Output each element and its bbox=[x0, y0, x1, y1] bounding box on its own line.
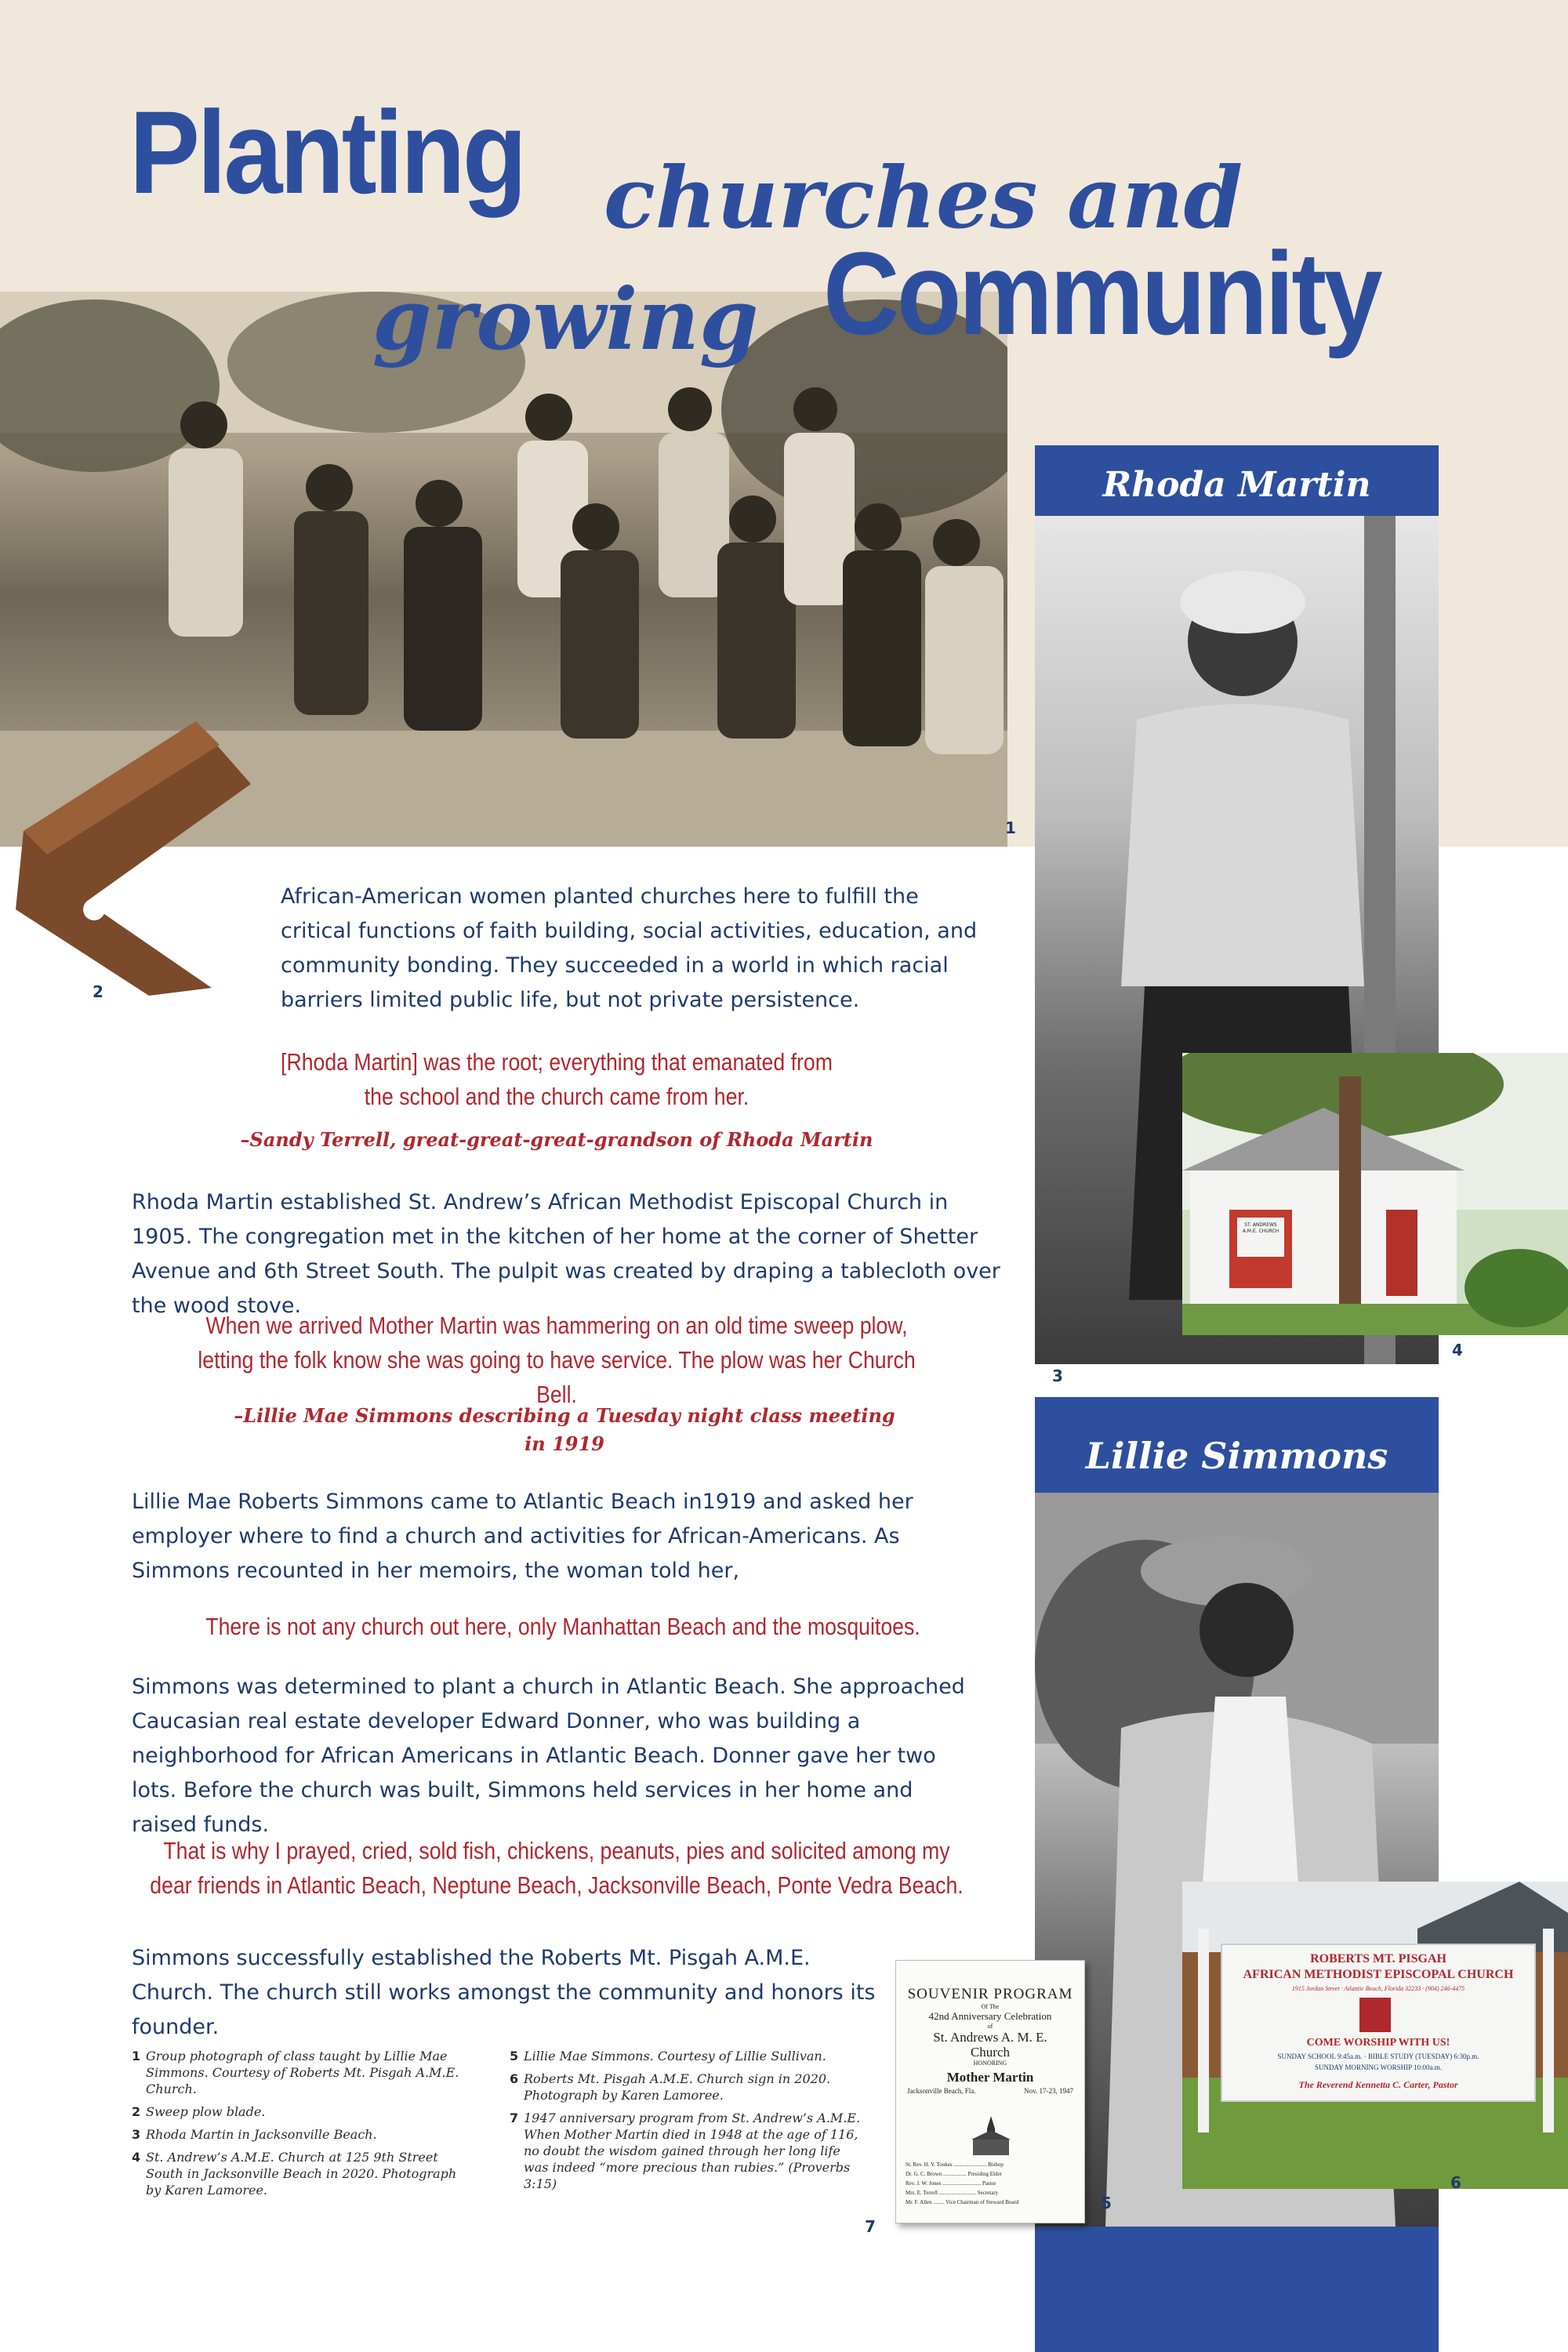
program-honoring: HONORING bbox=[973, 2060, 1007, 2067]
quote-prayed-cried: That is why I prayed, cried, sold fish, chickens, peanuts, pies and solicited among my dear friends in Atlantic Beach, Neptune Beach, Jacksonville Beach, Ponte Vedra Beach. bbox=[150, 1837, 964, 1899]
program-honoree: Mother Martin bbox=[946, 2070, 1034, 2085]
sweep-plow-blade-photo bbox=[0, 706, 259, 1004]
quote-sandy-terrell: [Rhoda Martin] was the root; everything that emanated from the school and the church came from her. bbox=[281, 1048, 833, 1110]
church-sign-board: ST. ANDREWS A.M.E. CHURCH bbox=[1242, 1222, 1279, 1234]
program-church-name: St. Andrews A. M. E. bbox=[933, 2030, 1047, 2045]
photo-number-5: 5 bbox=[1101, 2194, 1112, 2212]
photo-number-2: 2 bbox=[93, 982, 103, 1001]
sign-name-line1: ROBERTS MT. PISGAH bbox=[1310, 1952, 1446, 1965]
section-title-lillie-simmons: Lillie Simmons bbox=[1035, 1397, 1439, 1493]
title-community: Community bbox=[823, 227, 1381, 359]
program-place-date bbox=[896, 2085, 1084, 2096]
sign-pastor: The Reverend Kennetta C. Carter, Pastor bbox=[1298, 2079, 1458, 2090]
paragraph-lillie-simmons: Lillie Mae Roberts Simmons came to Atlantic Beach in1919 and asked her employer where to find a church and activities for African-Americans. As Simmons recounted in her memoirs, the woman told her, bbox=[132, 1490, 913, 1583]
captions-right bbox=[510, 2048, 862, 2198]
souvenir-program bbox=[895, 1960, 1085, 2223]
paragraph-mt-pisgah: Simmons successfully established the Roberts Mt. Pisgah A.M.E. Church. The church still works amongst the community and honors its founder. bbox=[132, 1946, 876, 2039]
sign-schedule-2: SUNDAY MORNING WORSHIP 10:00a.m. bbox=[1314, 2063, 1443, 2071]
program-place: Jacksonville Beach, Fla. bbox=[907, 2087, 976, 2095]
sign-cross-emblem bbox=[1359, 1998, 1391, 2032]
quote-manhattan-beach: There is not any church out here, only Manhattan Beach and the mosquitoes. bbox=[205, 1613, 920, 1640]
quote-lillie-mae-simmons-attribution: –Lillie Mae Simmons describing a Tuesday night class meeting in 1919 bbox=[234, 1404, 895, 1455]
sign-address: 1915 Jordan Street · Atlantic Beach, Florida 32233 · (904) 246-4475 bbox=[1291, 1985, 1465, 1992]
photo-number-3: 3 bbox=[1052, 1367, 1063, 1385]
caption-6: 6 Roberts Mt. Pisgah A.M.E. Church sign in 2020. Photograph by Karen Lamoree. bbox=[510, 2071, 831, 2103]
sign-schedule-1: SUNDAY SCHOOL 9:45a.m. · BIBLE STUDY (TUESDAY) 6:30p.m. bbox=[1277, 2053, 1479, 2060]
right-column-bar-bottom bbox=[1035, 2225, 1439, 2352]
captions-left bbox=[132, 2048, 469, 2205]
program-officers-list: St. Rev. H. Y. Tookes ........................ Bishop Dr. G. C. Brown ................. Presiding Elder Rev. J. W. Jones ............................ Pastor Mrs. E. Terrell ........................... Secretary Mr. F. Allen ........ Vice Chairman of Steward Board bbox=[906, 2161, 1019, 2205]
paragraph-rhoda-martin: Rhoda Martin established St. Andrew’s African Methodist Episcopal Church in 1905. The congregation met in the kitchen of her home at the corner of Shetter Avenue and 6th Street South. The pulpit was created by draping a tablecloth over the wood stove. bbox=[132, 1190, 1000, 1318]
caption-2: 2 Sweep plow blade. bbox=[132, 2104, 266, 2119]
title-churches-and: churches and bbox=[604, 149, 1243, 248]
mt-pisgah-sign-photo bbox=[1182, 1882, 1568, 2189]
sign-welcome: COME WORSHIP WITH US! bbox=[1306, 2037, 1450, 2049]
caption-1: 1 Group photograph of class taught by Lillie Mae Simmons. Courtesy of Roberts Mt. Pisgah A.M.E. Church. bbox=[132, 2049, 459, 2096]
photo-number-4: 4 bbox=[1452, 1341, 1463, 1359]
photo-number-1: 1 bbox=[1005, 818, 1016, 837]
quote-sandy-terrell-attribution: –Sandy Terrell, great-great-great-grandson of Rhoda Martin bbox=[240, 1128, 873, 1151]
program-date: Nov. 17-23, 1947 bbox=[1024, 2087, 1073, 2095]
caption-4: 4 St. Andrew’s A.M.E. Church at 125 9th Street South in Jacksonville Beach in 2020. Photograph by Karen Lamoree. bbox=[132, 2150, 457, 2198]
section-title-rhoda-martin: Rhoda Martin bbox=[1035, 445, 1439, 516]
photo-number-6: 6 bbox=[1450, 2173, 1461, 2192]
quote-lillie-mae-simmons: When we arrived Mother Martin was hammering on an old time sweep plow, letting the folk know she was going to have service. The plow was her Church Bell. bbox=[198, 1312, 916, 1408]
paragraph-edward-donner: Simmons was determined to plant a church in Atlantic Beach. She approached Caucasian real estate developer Edward Donner, who was building a neighborhood for African Americans in Atlantic Beach. Donner gave her two lots. Before the church was built, Simmons held services in her home and raised funds. bbox=[132, 1675, 965, 1837]
program-of: of bbox=[987, 2023, 993, 2030]
program-of-the: Of The bbox=[981, 2003, 1000, 2010]
sign-name-line2: AFRICAN METHODIST EPISCOPAL CHURCH bbox=[1243, 1968, 1514, 1981]
st-andrews-church-photo bbox=[1182, 1053, 1568, 1335]
intro-paragraph: African-American women planted churches here to fulfill the critical functions of faith building, social activities, education, and community bonding. They succeeded in a world in which racial barriers limited public life, but not private persistence. bbox=[281, 884, 978, 1012]
title-planting: Planting bbox=[129, 86, 524, 218]
caption-5: 5 Lillie Mae Simmons. Courtesy of Lillie Sullivan. bbox=[510, 2049, 826, 2063]
caption-3: 3 Rhoda Martin in Jacksonville Beach. bbox=[132, 2127, 377, 2142]
photo-number-7: 7 bbox=[865, 2217, 876, 2236]
program-anniversary: 42nd Anniversary Celebration bbox=[928, 2010, 1052, 2022]
caption-7: 7 1947 anniversary program from St. Andrew’s A.M.E. When Mother Martin died in 1948 at the age of 116, no doubt the wisdom gained through her long life was indeed “more precious than rubies.” (Proverbs 3:15) bbox=[510, 2111, 861, 2191]
title-growing: growing bbox=[372, 270, 759, 369]
program-church: Church bbox=[970, 2045, 1011, 2060]
church-drawing-icon bbox=[967, 2116, 1015, 2157]
program-title: SOUVENIR PROGRAM bbox=[907, 1986, 1073, 2002]
